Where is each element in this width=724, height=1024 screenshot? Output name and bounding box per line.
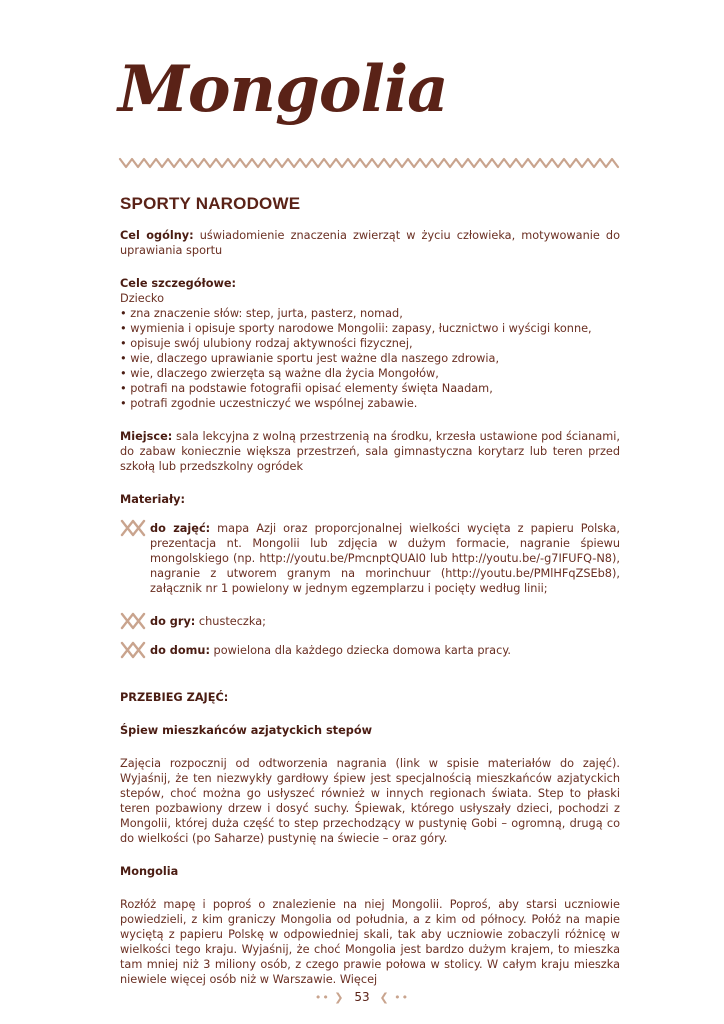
material-label: do gry:: [150, 615, 196, 628]
paragraph-mongolia: Rozłóż mapę i poproś o znalezienie na niej Mongolii. Poproś, aby starsi uczniowie powiedzieli, z kim graniczy Mongolia od południa, a z kim od północy. Połóż na mapie wyciętą z papieru Polskę w odpowiedniej skali, tak aby uczniowie zobaczyli różnicę w wielkości tego kraju. Wyjaśnij, że choć Mongolia jest bardzo dużym krajem, to mieszka tam mniej niż 3 miliony osób, z czego prawie połowa w stolicy. W całym kraju mieszka niewiele więcej osób niż w Warszawie. Więcej: [120, 898, 620, 986]
section-title: SPORTY NARODOWE: [120, 194, 301, 213]
double-cross-icon: [120, 519, 148, 537]
material-item-game: [120, 614, 620, 629]
material-item-home: [120, 643, 620, 658]
materials-label: Materiały:: [120, 493, 186, 506]
page-title: Mongolia: [118, 52, 448, 127]
material-text: powielona dla każdego dziecka domowa karta pracy.: [209, 644, 511, 657]
double-cross-icon: [120, 612, 148, 630]
page-footer: [0, 990, 724, 1004]
paragraph-singing: Zajęcia rozpocznij od odtworzenia nagrania (link w spisie materiałów do zajęć). Wyjaśnij, że ten niezwykły gardłowy śpiew jest specjalnością mieszkańców azjatyckich stepów, choć można go usłyszeć również w innych regionach świata. Step to płaski teren pozbawiony drzew i dosyć suchy. Śpiewak, którego usłyszały dzieci, pochodzi z Mongolii, której duża część to step przechodzący w pustynię Gobi – ogromną, drugą co do wielkości (po Saharze) pustynię na świecie – oraz góry.: [120, 757, 620, 845]
list-item: • wymienia i opisuje sporty narodowe Mongolii: zapasy, łucznictwo i wyścigi konne,: [120, 321, 620, 336]
place-paragraph: [120, 429, 620, 474]
material-label: do domu:: [150, 644, 210, 657]
list-item: • wie, dlaczego uprawianie sportu jest ważne dla naszego zdrowia,: [120, 351, 620, 366]
general-goal-label: Cel ogólny:: [120, 229, 194, 242]
arrow-icon: •• ❯: [314, 991, 345, 1004]
lesson-course-heading: PRZEBIEG ZAJĘĆ:: [120, 691, 229, 704]
material-item-lesson: [120, 521, 620, 596]
subheading-singing: Śpiew mieszkańców azjatyckich stepów: [120, 724, 373, 737]
list-item: • wie, dlaczego zwierzęta są ważne dla życia Mongołów,: [120, 366, 620, 381]
specific-goals-label: Cele szczegółowe:: [120, 277, 237, 290]
material-label: do zajęć:: [150, 522, 211, 535]
double-cross-icon: [120, 641, 148, 659]
list-item: • opisuje swój ulubiony rodzaj aktywności fizycznej,: [120, 336, 620, 351]
lesson-content: [120, 228, 620, 987]
zigzag-divider-icon: [118, 156, 622, 170]
material-text: mapa Azji oraz proporcjonalnej wielkości wycięta z papieru Polska, prezentacja nt. Mongolii lub zdjęcia w dużym formacie, nagranie śpiewu mongolskiego (np. http://youtu.be/PmcnptQUAI0 lub http://youtu.be/-g7IFUFQ-N8), nagranie z utworem granym na morinchuur (http://youtu.be/PMlHFqZSEb8), załącznik nr 1 powielony w jednym egzemplarzu i pocięty według linii;: [150, 522, 620, 595]
list-item: • potrafi zgodnie uczestniczyć we wspólnej zabawie.: [120, 396, 620, 411]
specific-goals-intro: Dziecko: [120, 292, 164, 305]
material-text: chusteczka;: [195, 615, 266, 628]
list-item: • zna znaczenie słów: step, jurta, pasterz, nomad,: [120, 306, 620, 321]
specific-goals-list: [120, 306, 620, 411]
general-goal: [120, 228, 620, 258]
arrow-icon: ❮ ••: [379, 991, 410, 1004]
general-goal-text: uświadomienie znaczenia zwierząt w życiu człowieka, motywowanie do uprawiania sportu: [120, 229, 620, 257]
subheading-mongolia: Mongolia: [120, 865, 179, 878]
place-text: sala lekcyjna z wolną przestrzenią na środku, krzesła ustawione pod ścianami, do zabaw koniecznie większa przestrzeń, sala gimnastyczna korytarz lub teren przed szkołą lub przedszkolny ogródek: [120, 430, 620, 473]
list-item: • potrafi na podstawie fotografii opisać elementy święta Naadam,: [120, 381, 620, 396]
page-number: 53: [354, 990, 370, 1004]
place-label: Miejsce:: [120, 430, 173, 443]
